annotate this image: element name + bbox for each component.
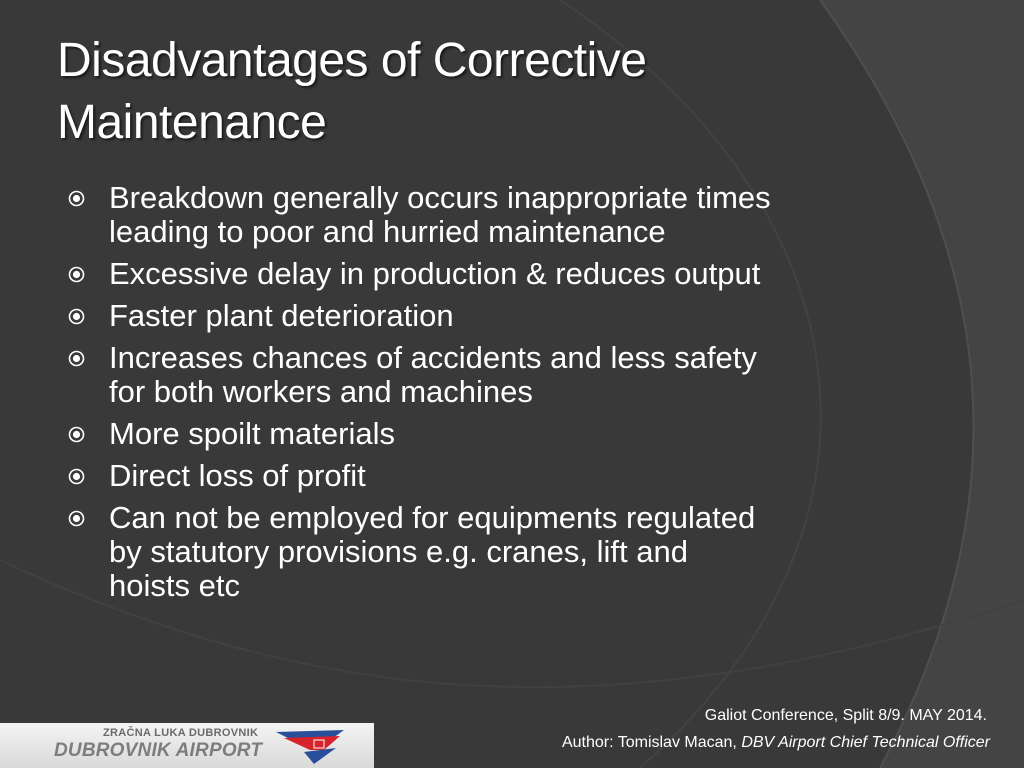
- bullet-text: Faster plant deterioration: [109, 298, 454, 333]
- airport-wing-icon: [274, 726, 346, 766]
- circled-dot-icon: [68, 266, 85, 283]
- bullet-text: Excessive delay in production & reduces output: [109, 256, 761, 291]
- bullet-text: Breakdown generally occurs inappropriate times: [109, 180, 771, 215]
- bullet-item: [66, 257, 886, 291]
- bullet-item: [66, 501, 886, 603]
- bullet-item: [66, 181, 886, 249]
- circled-dot-icon: [68, 350, 85, 367]
- footer-conference: Galiot Conference, Split 8/9. MAY 2014.: [704, 707, 987, 724]
- bullet-text: More spoilt materials: [109, 416, 395, 451]
- logo-top-text: ZRAČNA LUKA DUBROVNIK: [103, 727, 259, 739]
- bullet-text: hoists etc: [109, 568, 240, 603]
- circled-dot-icon: [68, 308, 85, 325]
- bullet-text: Increases chances of accidents and less safety: [109, 340, 757, 375]
- bullet-text: for both workers and machines: [109, 374, 533, 409]
- footer-author: [562, 733, 990, 753]
- bullet-text: Can not be employed for equipments regulated: [109, 500, 756, 535]
- circled-dot-icon: [68, 468, 85, 485]
- logo-main-text: DUBROVNIK AIRPORT: [54, 740, 263, 761]
- bullet-text: by statutory provisions e.g. cranes, lift and: [109, 534, 688, 569]
- bullet-text: Direct loss of profit: [109, 458, 366, 493]
- bullet-item: [66, 417, 886, 451]
- bullet-item: [66, 459, 886, 493]
- title-line-2: Maintenance: [57, 96, 327, 149]
- bullet-item: [66, 341, 886, 409]
- slide-title: [57, 30, 957, 154]
- footer-author-role: DBV Airport Chief Technical Officer: [741, 734, 990, 751]
- bullet-text: leading to poor and hurried maintenance: [109, 214, 666, 249]
- bullet-list: [66, 181, 886, 611]
- airport-logo: [0, 723, 374, 768]
- circled-dot-icon: [68, 426, 85, 443]
- title-line-1: Disadvantages of Corrective: [57, 34, 647, 87]
- footer-author-prefix: Author: Tomislav Macan,: [561, 734, 742, 751]
- circled-dot-icon: [68, 190, 85, 207]
- bullet-item: [66, 299, 886, 333]
- circled-dot-icon: [68, 510, 85, 527]
